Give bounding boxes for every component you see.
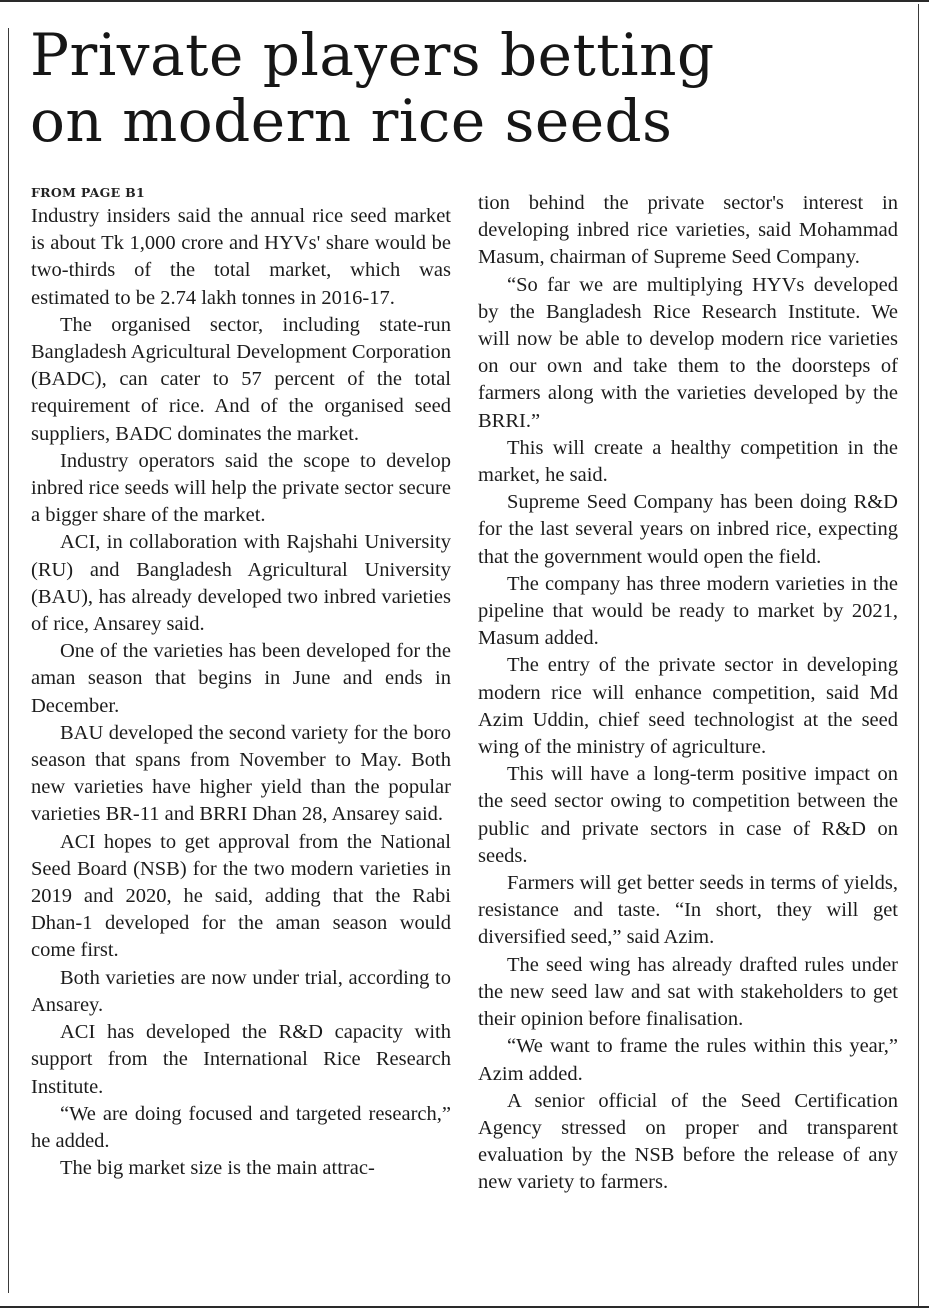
dateline: FROM PAGE B1 [31, 185, 145, 200]
paragraph: This will create a healthy competition in the market, he said. [478, 436, 898, 487]
right-border [918, 4, 919, 1308]
paragraph: tion behind the private sector's interest in developing inbred rice varieties, said Mohammad Masum, chairman of Supreme Seed Company. [478, 192, 898, 269]
paragraph: One of the varieties has been developed for the aman season that begins in June and ends in December. [31, 640, 451, 717]
top-border [0, 0, 929, 2]
paragraph: ACI, in collaboration with Rajshahi University (RU) and Bangladesh Agricultural University (BAU), has already developed two inbred varieties of rice, Ansarey said. [31, 531, 451, 636]
paragraph: Industry operators said the scope to develop inbred rice seeds will help the private sector secure a bigger share of the market. [31, 449, 451, 527]
paragraph: The company has three modern varieties in the pipeline that would be ready to market by 2021, Masum added. [478, 572, 898, 650]
headline [30, 22, 910, 154]
paragraph: The entry of the private sector in developing modern rice will enhance competition, said Md Azim Uddin, chief seed technologist at the seed wing of the ministry of agriculture. [478, 654, 898, 759]
paragraph: Industry insiders said the annual rice seed market is about Tk 1,000 crore and HYVs' share would be two-thirds of the total market, which was estimated to be 2.74 lakh tonnes in 2016-17. [31, 205, 451, 309]
left-border [8, 28, 9, 1293]
paragraph: Farmers will get better seeds in terms of yields, resistance and taste. “In short, they will get diversified seed,” said Azim. [478, 872, 898, 949]
paragraph: The big market size is the main attrac- [60, 1157, 375, 1180]
bottom-border [0, 1306, 929, 1308]
paragraph: A senior official of the Seed Certification Agency stressed on proper and transparent evaluation by the NSB before the release of any new variety to farmers. [478, 1089, 898, 1194]
paragraph: ACI hopes to get approval from the National Seed Board (NSB) for the two modern varieties in 2019 and 2020, he said, adding that the Rabi Dhan-1 developed for the aman season would come first. [31, 830, 451, 962]
right-column [478, 190, 898, 1197]
paragraph: ACI has developed the R&D capacity with support from the International Rice Research Institute. [31, 1021, 451, 1098]
paragraph: “So far we are multiplying HYVs developed by the Bangladesh Rice Research Institute. We will now be able to develop modern rice varieties on our own and take them to the doorsteps of farmers along with the varieties developed by the BRRI.” [478, 273, 898, 432]
paragraph: Supreme Seed Company has been doing R&D for the last several years on inbred rice, expecting that the government would open the field. [478, 491, 898, 568]
paragraph: BAU developed the second variety for the boro season that spans from November to May. Both new varieties have higher yield than the popular varieties BR-11 and BRRI Dhan 28, Ansarey said. [31, 721, 451, 826]
paragraph: The organised sector, including state-run Bangladesh Agricultural Development Corporation (BADC), can cater to 57 percent of the total requirement of rice. And of the organised seed suppliers, BADC dominates the market. [31, 313, 451, 445]
paragraph: This will have a long-term positive impact on the seed sector owing to competition between the public and private sectors in case of R&D on seeds. [478, 763, 898, 867]
paragraph: The seed wing has already drafted rules under the new seed law and sat with stakeholders to get their opinion before finalisation. [478, 953, 898, 1031]
headline-line-1: Private players betting [30, 21, 715, 89]
paragraph: “We are doing focused and targeted research,” he added. [31, 1102, 451, 1152]
headline-line-2: on modern rice seeds [30, 87, 673, 155]
paragraph: “We want to frame the rules within this year,” Azim added. [478, 1035, 898, 1085]
left-column [31, 186, 451, 1182]
paragraph: Both varieties are now under trial, according to Ansarey. [31, 966, 451, 1016]
